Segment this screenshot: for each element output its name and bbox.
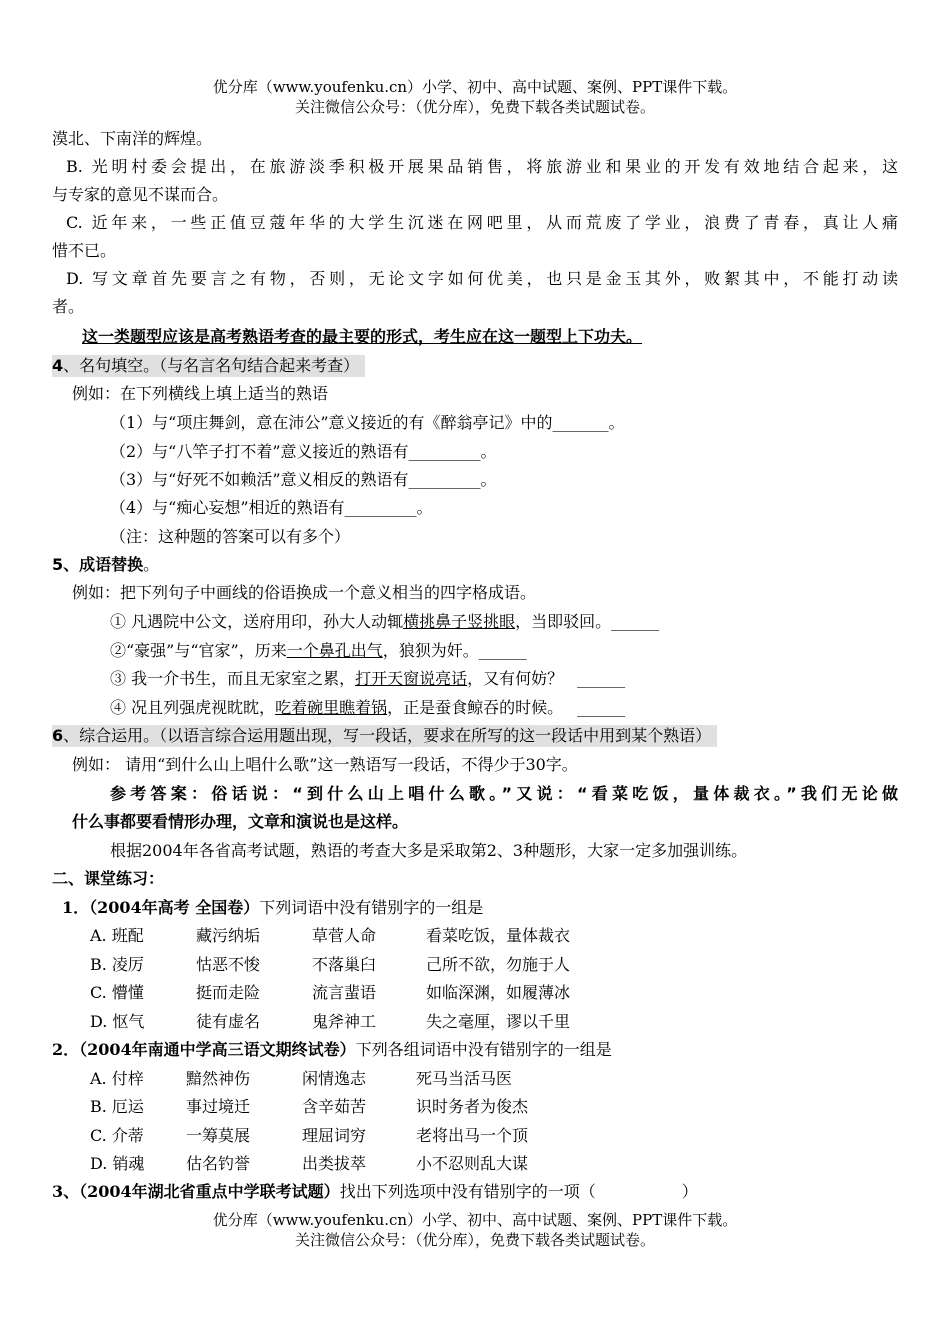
q2-option-b-col-1: B. 厄运 <box>90 1097 144 1116</box>
q1-option-c-col-2: 挺而走险 <box>196 983 261 1002</box>
section-4-number: 4 <box>52 356 64 375</box>
option-b-line-1: B. 光明村委会提出，在旅游淡季积极开展果品销售，将旅游业和果业的开发有效地结合起来，这 <box>66 157 898 176</box>
question-3-stem: 找出下列选项中没有错别字的一项（ <box>339 1182 596 1201</box>
footer-line-2: 关注微信公众号：（优分库），免费下载各类试题试卷。 <box>294 1231 655 1249</box>
section-4-title <box>52 355 365 377</box>
q1-option-d-col-3: 鬼斧神工 <box>312 1012 377 1031</box>
section-6-example: 例如： 请用“到什么山上唱什么歌”这一熟语写一段话，不得少于30字。 <box>72 755 578 774</box>
q2-option-b-col-4: 识时务者为俊杰 <box>416 1097 529 1116</box>
option-c-line-2: 惜不已。 <box>52 241 117 260</box>
header-line-1: 优分库（www.youfenku.cn）小学、初中、高中试题、案例、PPT课件下载。 <box>212 78 738 96</box>
q2-option-d-col-1: D. 销魂 <box>90 1154 145 1173</box>
question-3-answer-paren: ） <box>681 1182 698 1201</box>
q2-option-a-col-1: A. 付梓 <box>90 1069 144 1088</box>
q2-option-c-col-1: C. 介蒂 <box>90 1126 144 1145</box>
item-3-underlined-phrase: 打开天窗说亮话 <box>355 669 468 688</box>
item-4-underlined-phrase: 吃着碗里瞧着锅 <box>275 698 388 717</box>
question-2-number: 2． <box>52 1040 80 1059</box>
q2-option-d-col-4: 小不忍则乱大谋 <box>416 1154 529 1173</box>
q2-option-c-col-2: 一筹莫展 <box>186 1126 251 1145</box>
q1-option-b-col-2: 怙恶不悛 <box>196 955 261 974</box>
item-1-text-end: ，当即驳回。 <box>515 612 612 631</box>
section-6-answer-line-1: 参考答案：俗话说：“到什么山上唱什么歌。”又说：“看菜吃饭，量体裁衣。”我们无论做 <box>110 784 898 803</box>
question-2 <box>52 1039 612 1061</box>
question-2-source: （2004年南通中学高三语文期终试卷） <box>79 1040 356 1059</box>
q1-option-a-col-1: A. 班配 <box>90 926 144 945</box>
section-5-item-2 <box>110 640 527 662</box>
item-4-answer-blank: ______ <box>577 698 626 717</box>
q1-option-a-col-3: 草菅人命 <box>312 926 377 945</box>
header-line-2: 关注微信公众号：（优分库），免费下载各类试题试卷。 <box>294 98 655 116</box>
option-a-end: 漠北、下南洋的辉煌。 <box>52 129 213 148</box>
question-1-number: 1． <box>62 898 90 917</box>
item-3-text-end: ，又有何妨？ <box>467 669 564 688</box>
q1-option-a-col-4: 看菜吃饭，量体裁衣 <box>426 926 571 945</box>
option-b-line-2: 与专家的意见不谋而合。 <box>52 185 229 204</box>
item-4-text: ④ 况且列强虎视眈眈， <box>110 698 276 717</box>
q1-option-b-col-1: B. 凌厉 <box>90 955 144 974</box>
q1-option-c-col-4: 如临深渊，如履薄冰 <box>426 983 571 1002</box>
q1-option-b-col-4: 己所不欲，勿施于人 <box>426 955 571 974</box>
section-4-note: （注：这种题的答案可以有多个） <box>110 527 351 546</box>
item-1-text: ① 凡遇院中公文，送府用印，孙大人动辄 <box>110 612 404 631</box>
q2-option-b-col-2: 事过境迁 <box>186 1097 251 1116</box>
q2-option-a-col-4: 死马当活马医 <box>416 1069 513 1088</box>
item-3-answer-blank: ______ <box>577 669 626 688</box>
footer-line-1: 优分库（www.youfenku.cn）小学、初中、高中试题、案例、PPT课件下载。 <box>212 1211 738 1229</box>
item-3-text: ③ 我一介书生，而且无家室之累， <box>110 669 356 688</box>
option-d-line-1: D. 写文章首先要言之有物，否则，无论文字如何优美，也只是金玉其外，败絮其中，不能打动读 <box>66 269 898 288</box>
question-3 <box>52 1181 698 1203</box>
q2-option-c-col-4: 老将出马一个顶 <box>416 1126 529 1145</box>
section-4-title-text: 、名句填空。（与名言名句结合起来考查） <box>63 356 360 375</box>
q1-option-c-col-3: 流言蜚语 <box>312 983 377 1002</box>
section-4-item-1: （1）与“项庄舞剑，意在沛公”意义接近的有《醉翁亭记》中的_______。 <box>110 413 625 432</box>
section-5-title-end: 。 <box>143 555 160 574</box>
section-4-example: 例如：在下列横线上填上适当的熟语 <box>72 384 329 403</box>
item-1-underlined-phrase: 横挑鼻子竖挑眼 <box>403 612 516 631</box>
item-2-text: ②“豪强”与“官家”，历来 <box>110 641 287 660</box>
q2-option-a-col-2: 黯然神伤 <box>186 1069 251 1088</box>
item-4-text-end: ，正是蚕食鲸吞的时候。 <box>387 698 564 717</box>
section-4-item-4: （4）与“痴心妄想”相近的熟语有_________。 <box>110 498 433 517</box>
question-2-stem: 下列各组词语中没有错别字的一组是 <box>355 1040 612 1059</box>
section-6-conclusion: 根据2004年各省高考试题，熟语的考查大多是采取第2、3种题形，大家一定多加强训练。 <box>110 841 748 860</box>
section-5-title-text: 、成语替换 <box>63 555 144 574</box>
option-d-line-2: 者。 <box>52 297 85 316</box>
option-c-line-1: C. 近年来，一些正值豆蔻年华的大学生沉迷在网吧里，从而荒废了学业，浪费了青春，真让人痛 <box>66 213 898 232</box>
section-4-item-3: （3）与“好死不如赖活”意义相反的熟语有_________。 <box>110 470 497 489</box>
practice-heading: 二、课堂练习： <box>52 869 165 888</box>
item-2-underlined-phrase: 一个鼻孔出气 <box>286 641 383 660</box>
q1-option-d-col-2: 徒有虚名 <box>196 1012 261 1031</box>
q2-option-d-col-2: 估名钓誉 <box>186 1154 251 1173</box>
section-5-item-3 <box>110 668 625 690</box>
q1-option-a-col-2: 藏污纳垢 <box>196 926 261 945</box>
question-3-number: 3、 <box>52 1182 80 1201</box>
item-1-answer-blank: ______ <box>611 612 660 631</box>
section-5-example: 例如：把下列句子中画线的俗语换成一个意义相当的四字格成语。 <box>72 583 537 602</box>
section-5-item-1 <box>110 611 659 633</box>
section-6-title-text: 、综合运用。（以语言综合运用题出现，写一段话，要求在所写的这一段话中用到某个熟语） <box>63 726 712 745</box>
question-1-source: （2004年高考 全国卷） <box>89 898 260 917</box>
section-5-title <box>52 554 159 576</box>
q2-option-b-col-3: 含辛茹苦 <box>302 1097 367 1116</box>
question-1-stem: 下列词语中没有错别字的一组是 <box>259 898 484 917</box>
item-2-text-end: ，狼狈为奸。 <box>382 641 479 660</box>
q1-option-b-col-3: 不落巢臼 <box>312 955 377 974</box>
section-4-item-2: （2）与“八竿子打不着”意义接近的熟语有_________。 <box>110 442 497 461</box>
emphasis-note: 这一类题型应该是高考熟语考查的最主要的形式，考生应在这一题型上下功夫。 <box>82 327 643 346</box>
section-6-number: 6 <box>52 726 64 745</box>
q1-option-c-col-1: C. 懵懂 <box>90 983 144 1002</box>
q2-option-c-col-3: 理屈词穷 <box>302 1126 367 1145</box>
q2-option-a-col-3: 闲情逸志 <box>302 1069 367 1088</box>
section-5-item-4 <box>110 697 625 719</box>
question-1 <box>62 897 483 919</box>
q1-option-d-col-4: 失之毫厘，谬以千里 <box>426 1012 571 1031</box>
item-2-answer-blank: ______ <box>478 641 527 660</box>
q1-option-d-col-1: D. 怄气 <box>90 1012 145 1031</box>
section-5-number: 5 <box>52 555 64 574</box>
section-6-answer-line-2: 什么事都要看情形办理，文章和演说也是这样。 <box>72 812 409 831</box>
q2-option-d-col-3: 出类拔萃 <box>302 1154 367 1173</box>
section-6-title <box>52 725 717 747</box>
question-3-source: （2004年湖北省重点中学联考试题） <box>79 1182 340 1201</box>
